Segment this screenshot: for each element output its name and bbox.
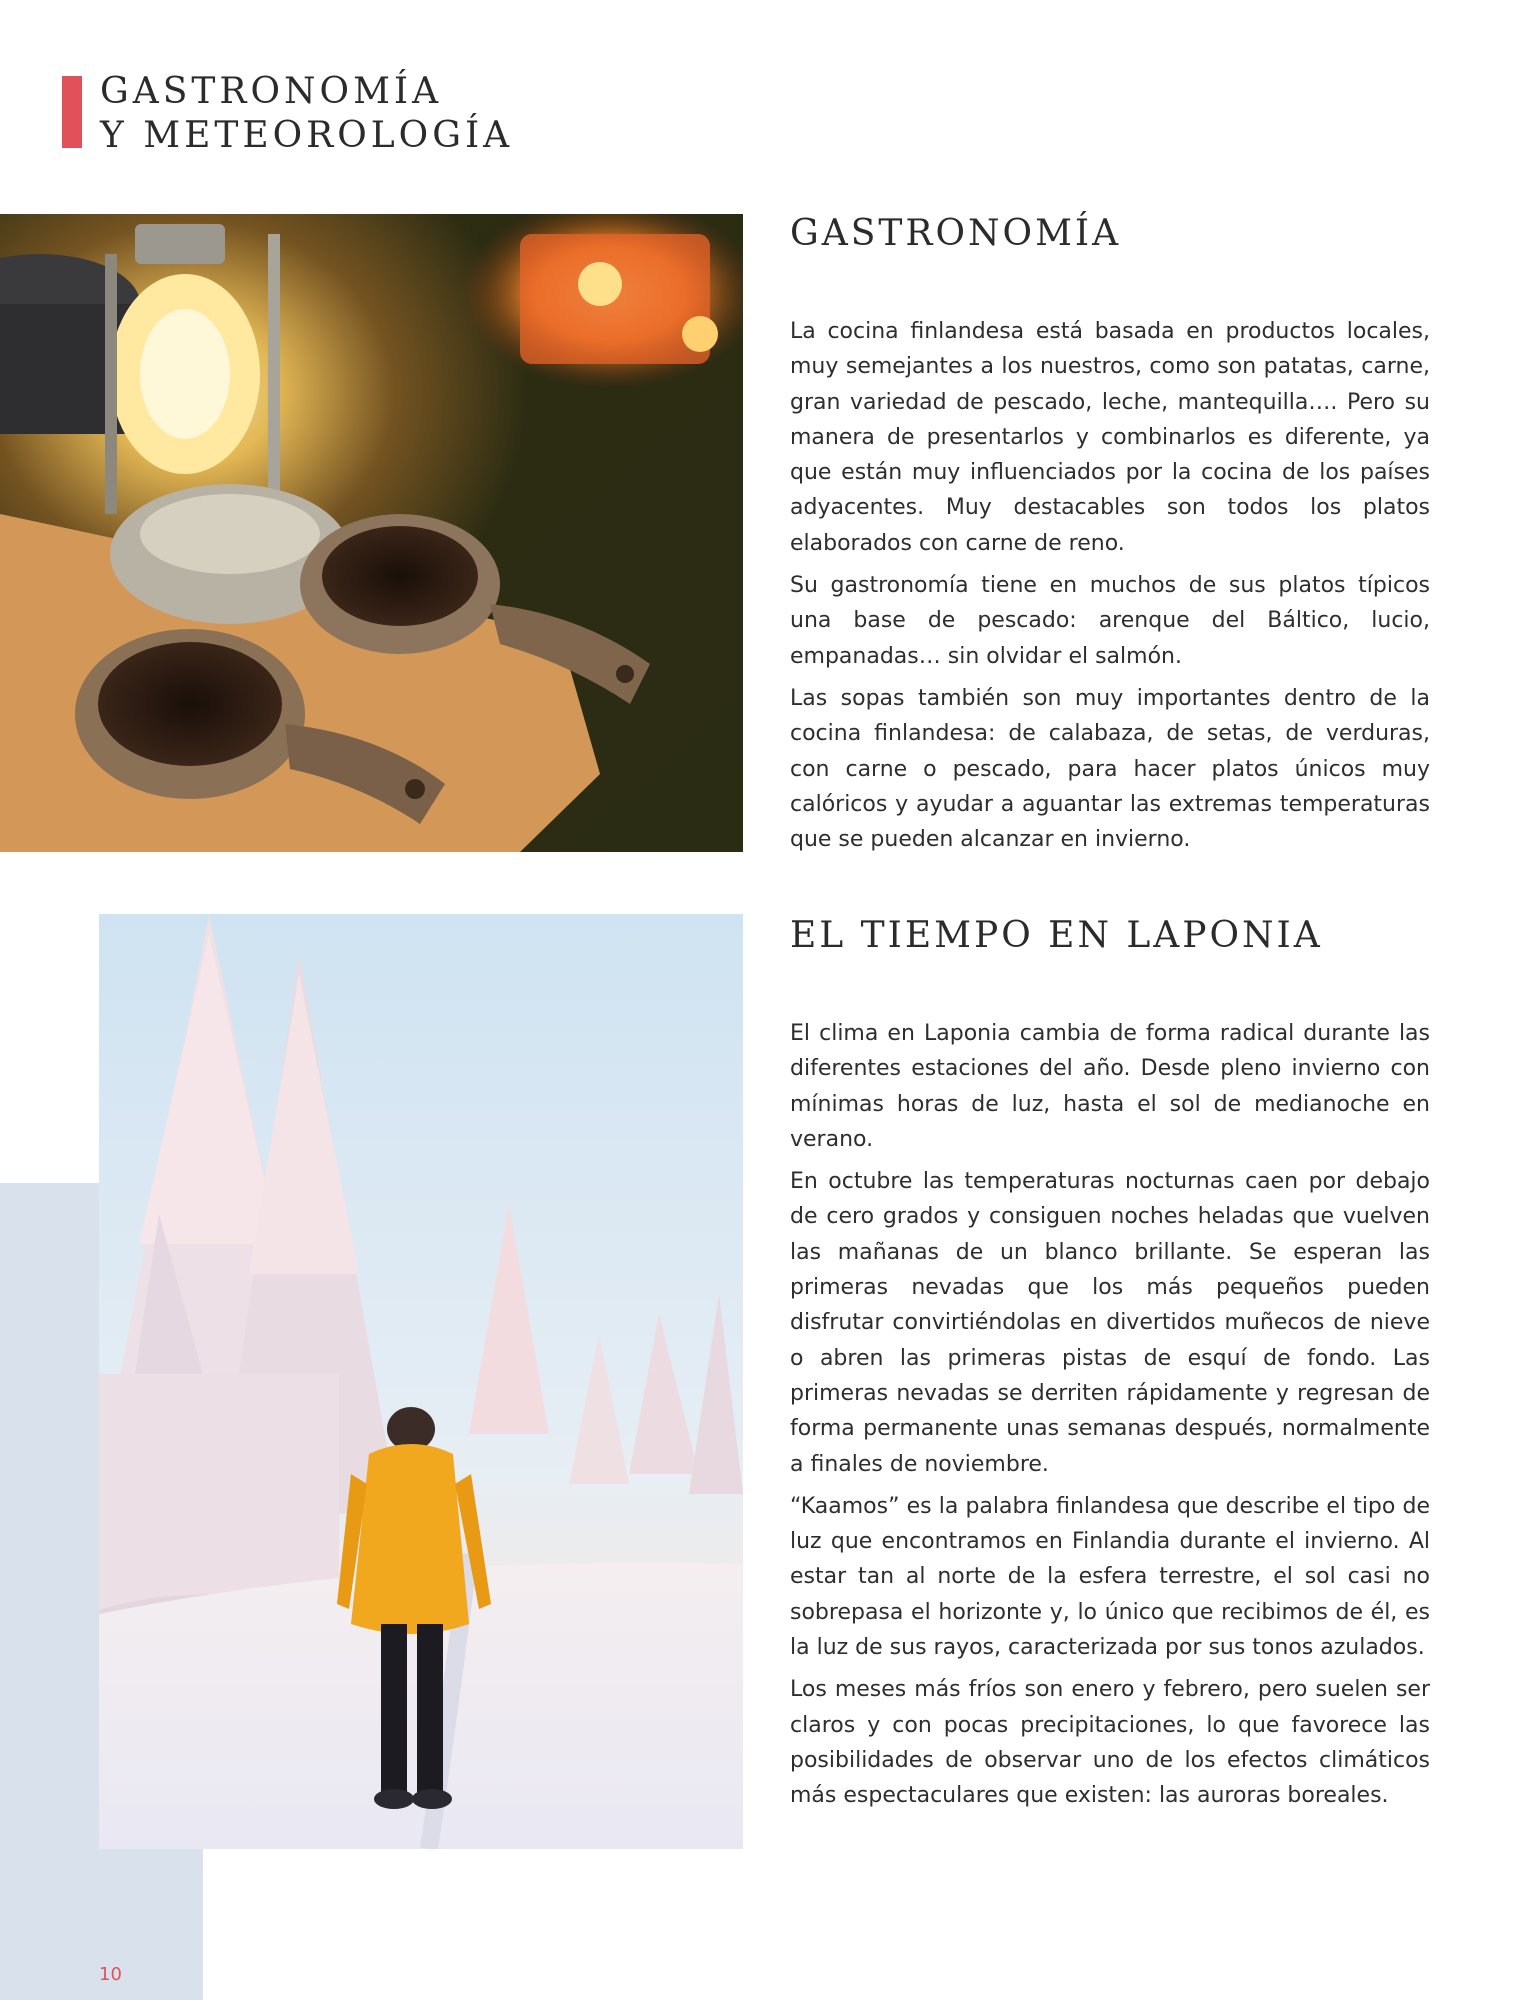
- weather-paragraph: Los meses más fríos son enero y febrero, pero suelen ser claros y con pocas precipitaciones, lo que favorece las posibilidades de observar uno de los efectos climáticos más espectaculares que existen: las auroras boreales.: [790, 1677, 1430, 1809]
- weather-heading: EL TIEMPO EN LAPONIA: [790, 915, 1323, 956]
- gastronomy-heading: GASTRONOMÍA: [790, 213, 1122, 254]
- page-number: 10: [99, 1964, 122, 1985]
- weather-paragraph: “Kaamos” es la palabra finlandesa que describe el tipo de luz que encontramos en Finlandia durante el invierno. Al estar tan al norte de la esfera terrestre, el sol casi no sobrepasa el horizonte y, lo único que recibimos de él, es la luz de sus rayos, caracterizada por sus tonos azulados.: [790, 1493, 1430, 1661]
- gastronomy-paragraph: Las sopas también son muy importantes dentro de la cocina finlandesa: de calabaza, de setas, de verduras, con carne o pescado, para hacer platos únicos muy calóricos y ayudar a aguantar las extremas temperaturas que se pueden alcanzar en invierno.: [790, 685, 1430, 853]
- chapter-title: [100, 70, 513, 158]
- weather-paragraph: En octubre las temperaturas nocturnas caen por debajo de cero grados y consiguen noches heladas que vuelven las mañanas de un blanco brillante. Se esperan las primeras nevadas que los más pequeños pueden disfrutar convirtiéndolas en divertidos muñecos de nieve o abren las primeras pistas de esquí de fondo. Las primeras nevadas se derriten rápidamente y regresan de forma permanente unas semanas después, normalmente a finales de noviembre.: [790, 1169, 1430, 1477]
- gastronomy-paragraph: Su gastronomía tiene en muchos de sus platos típicos una base de pescado: arenque del Báltico, lucio, empanadas… sin olvidar el salmón.: [790, 573, 1430, 669]
- chapter-title-line-1: GASTRONOMÍA: [100, 71, 443, 112]
- chapter-title-line-2: Y METEOROLOGÍA: [100, 115, 514, 156]
- gastronomy-section: [790, 210, 1430, 864]
- snowy-forest-hiker-photo: [99, 914, 743, 1849]
- gastronomy-paragraph: La cocina finlandesa está basada en productos locales, muy semejantes a los nuestros, como son patatas, carne, gran variedad de pescado, leche, mantequilla…. Pero su manera de presentarlos y combinarlos es diferente, ya que están muy influenciados por la cocina de los países adyacentes. Muy destacables son todos los platos elaborados con carne de reno.: [790, 319, 1430, 556]
- weather-section: [790, 912, 1430, 1821]
- weather-paragraph: El clima en Laponia cambia de forma radical durante las diferentes estaciones del año. Desde pleno invierno con mínimas horas de luz, hasta el sol de medianoche en verano.: [790, 1021, 1430, 1152]
- lantern-coffee-cups-photo: [0, 214, 743, 852]
- title-accent-bar: [62, 76, 82, 148]
